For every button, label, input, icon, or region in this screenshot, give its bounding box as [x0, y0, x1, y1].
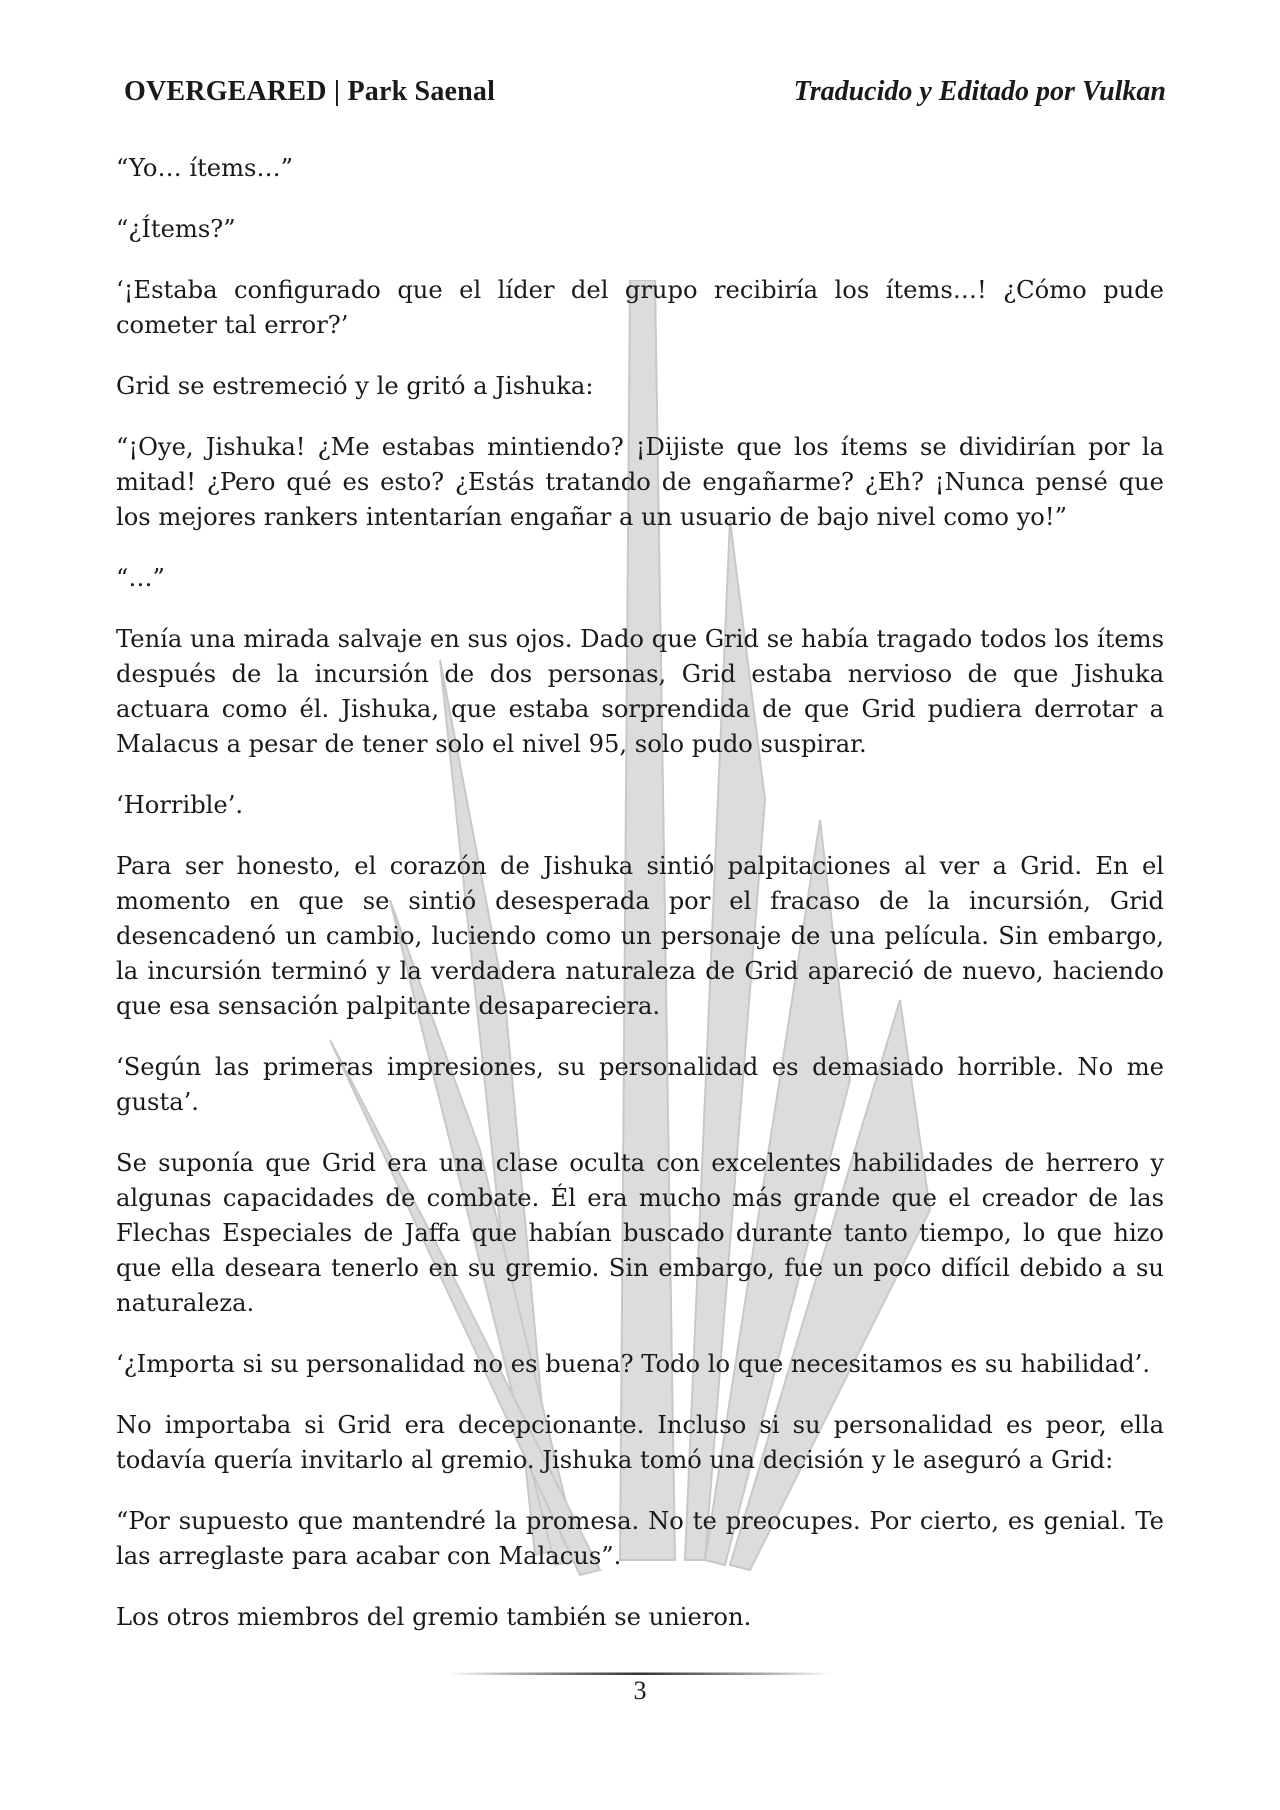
book-title-author: OVERGEARED | Park Saenal: [124, 76, 496, 107]
paragraph: Se suponía que Grid era una clase oculta con excelentes habilidades de herrero y algunas capacidades de combate. Él era mucho más grande que el creador de las Flechas Especiales de Jaffa que habían buscado durante tanto tiempo, lo que hizo que ella deseara tenerlo en su gremio. Sin embargo, fue un poco difícil debido a su naturaleza.: [116, 1149, 1164, 1317]
paragraph: No importaba si Grid era decepcionante. Incluso si su personalidad es peor, ella todavía quería invitarlo al gremio. Jishuka tomó una decisión y le aseguró a Grid:: [116, 1411, 1164, 1474]
paragraph: ‘Horrible’.: [116, 791, 244, 819]
paragraph: “…”: [116, 564, 165, 592]
paragraph: Tenía una mirada salvaje en sus ojos. Dado que Grid se había tragado todos los ítems después de la incursión de dos personas, Grid estaba nervioso de que Jishuka actuara como él. Jishuka, que estaba sorprendida de que Grid pudiera derrotar a Malacus a pesar de tener solo el nivel 95, solo pudo suspirar.: [116, 625, 1164, 758]
chapter-body: [116, 151, 1164, 1661]
paragraph: Los otros miembros del gremio también se unieron.: [116, 1603, 752, 1631]
translator-credit: Traducido y Editado por Vulkan: [793, 76, 1166, 107]
paragraph: ‘Según las primeras impresiones, su personalidad es demasiado horrible. No me gusta’.: [116, 1053, 1164, 1116]
paragraph: Grid se estremeció y le gritó a Jishuka:: [116, 372, 594, 400]
paragraph: ‘¡Estaba configurado que el líder del grupo recibiría los ítems…! ¿Cómo pude cometer tal error?’: [116, 276, 1164, 339]
page-number: 3: [633, 1676, 647, 1705]
paragraph: Para ser honesto, el corazón de Jishuka sintió palpitaciones al ver a Grid. En el momento en que se sintió desesperada por el fracaso de la incursión, Grid desencadenó un cambio, luciendo como un personaje de una película. Sin embargo, la incursión terminó y la verdadera naturaleza de Grid apareció de nuevo, haciendo que esa sensación palpitante desapareciera.: [116, 852, 1164, 1020]
page-header: [124, 76, 1166, 116]
paragraph: “Por supuesto que mantendré la promesa. No te preocupes. Por cierto, es genial. Te las arreglaste para acabar con Malacus”.: [116, 1507, 1164, 1570]
paragraph: “¡Oye, Jishuka! ¿Me estabas mintiendo? ¡Dijiste que los ítems se dividirían por la mitad! ¿Pero qué es esto? ¿Estás tratando de engañarme? ¿Eh? ¡Nunca pensé que los mejores rankers intentarían engañar a un usuario de bajo nivel como yo!”: [116, 433, 1164, 531]
paragraph: ‘¿Importa si su personalidad no es buena? Todo lo que necesitamos es su habilidad’.: [116, 1350, 1151, 1378]
paragraph: “¿Ítems?”: [116, 215, 236, 243]
paragraph: “Yo… ítems…”: [116, 154, 294, 182]
